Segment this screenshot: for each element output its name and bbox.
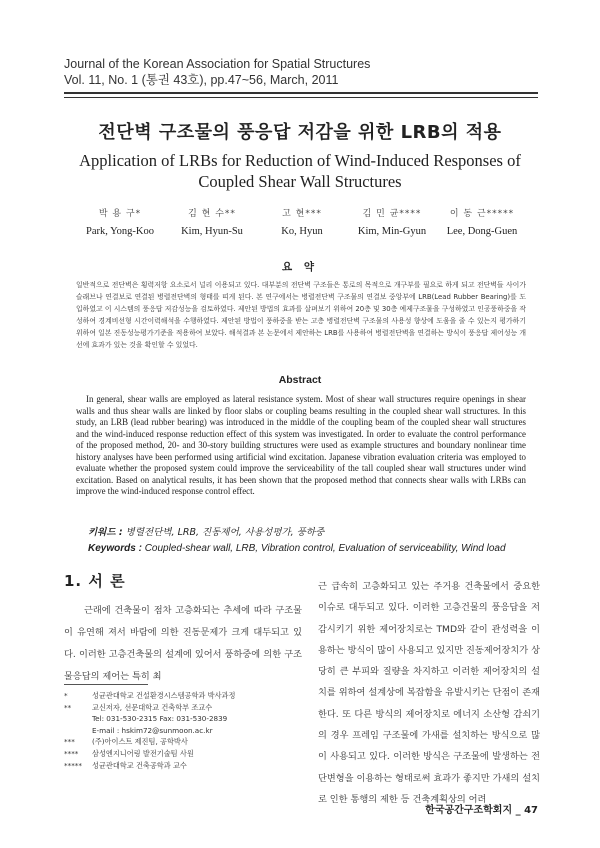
author-name-ko: 박 용 구* <box>98 209 142 219</box>
journal-name: Journal of the Korean Association for Spatial Structures <box>64 57 371 71</box>
footnote-mark: * <box>64 691 68 700</box>
header-rule-top <box>64 92 538 94</box>
title-korean: 전단벽 구조물의 풍응답 저감을 위한 LRB의 적용 <box>98 122 502 143</box>
abstract-ko-heading: 요 약 <box>282 261 318 273</box>
footnote-text: (주)아이스트 제진팀, 공학박사 <box>92 737 188 747</box>
author-name-ko: 이 동 근***** <box>449 209 515 219</box>
footnote-text: 삼성엔지니어링 발전기술팀 사원 <box>92 748 194 758</box>
keywords-ko-text: 병렬전단벽, LRB, 진동제어, 사용성평가, 풍하중 <box>125 527 325 538</box>
author-name-en: Lee, Dong-Guen <box>446 226 518 237</box>
footnote-mark <box>64 725 92 737</box>
author-5 <box>432 206 532 240</box>
footnote-mark: ***** <box>64 760 82 770</box>
footnote-text: Tel: 031-530-2315 Fax: 031-530-2839 <box>92 714 228 724</box>
keywords-english <box>88 543 506 554</box>
keywords-ko-label: 키워드 : <box>88 527 123 538</box>
keywords-korean <box>88 524 324 538</box>
page-footer: 한국공간구조학회지 _ 47 <box>425 805 538 816</box>
footnote-item <box>64 748 304 760</box>
footnotes <box>64 690 304 771</box>
author-name-ko: 김 현 수** <box>188 209 236 219</box>
keywords-en-label: Keywords : <box>88 543 142 554</box>
footnote-text: 교신저자, 선문대학교 건축학부 조교수 <box>92 702 213 712</box>
author-4 <box>342 206 442 240</box>
footnote-text: 성균관대학교 건축공학과 교수 <box>92 760 187 770</box>
footnote-item <box>64 713 304 725</box>
footnote-item <box>64 725 304 737</box>
author-name-ko: 김 민 균**** <box>362 209 422 219</box>
intro-paragraph-left: 근래에 건축물이 점차 고층화되는 추세에 따라 구조물이 유연해 져서 바람에 의한 진동문제가 크게 대두되고 있다. 이러한 고층건축물의 설계에 있어서 풍하중에 의한 구조물응답의 제어는 특히 최 <box>64 605 302 682</box>
header-rule-bottom <box>64 97 538 98</box>
title-english: Application of LRBs for Reduction of Wind-Induced Responses of Coupled Shear Wall Structures <box>79 151 521 191</box>
footnote-rule <box>64 684 148 685</box>
author-3 <box>252 206 352 240</box>
author-name-en: Ko, Hyun <box>281 226 323 237</box>
footnote-item <box>64 690 304 702</box>
journal-volume: Vol. 11, No. 1 (통권 43호), pp.47~56, March, 2011 <box>64 73 339 87</box>
section-heading-introduction: 1. 서 론 <box>64 572 126 590</box>
footnote-item <box>64 760 304 772</box>
footnote-mark: **** <box>64 748 79 758</box>
footnote-mark <box>64 713 92 725</box>
author-name-ko: 고 현*** <box>282 209 322 219</box>
footnote-mark: ** <box>64 702 72 712</box>
intro-paragraph-right: 근 급속히 고층화되고 있는 주거용 건축물에서 중요한 이슈로 대두되고 있다. 이러한 고층건물의 풍응답을 저감시키기 위한 제어장치로는 TMD와 같이 관성력을 이용하는 방식이 많이 사용되고 있지만 진동제어장치가 상당히 큰 부피와 질량을 차지하고 이러한 제어장치의 설치를 위하여 설계상에 복잡함을 유발시키는 단점이 존재한다. 또 다른 방식의 제어장치로 에너지 소산형 감쇠기의 경우 프레임 구조물에 가새를 설치하는 방식으로 많이 사용되고 있다. 이러한 방식은 구조물에 발생하는 전단변형을 이용하는 형태로써 효과가 좋지만 가새의 설치로 인한 통행의 제한 등 건축계획상의 어려 <box>318 581 540 805</box>
author-name-en: Kim, Min-Gyun <box>357 226 427 237</box>
footnote-text: 성균관대학교 건설환경시스템공학과 박사과정 <box>92 691 236 700</box>
journal-header <box>64 56 370 88</box>
author-2 <box>162 206 262 240</box>
footnote-item <box>64 702 304 714</box>
footnote-item <box>64 736 304 748</box>
abstract-en: In general, shear walls are employed as lateral resistance system. Most of shear wall structures require openings in shear walls and thus shear walls are linked by floor slabs or coupling beams resulting in the coupled shear wall structures. In this study, an LRB (lead rubber bearing) was introduced in the middle of the coupling beam of the coupled shear wall structures and the wind-induced response reduction effect of this system was investigated. In order to evaluate the control performance of the proposed method, 20- and 30-story building structures were used as example structures and boundary nonlinear time history analyses have been performed using artificial wind excitation. Japanese vibration evaluation criteria was employed to evaluate whether the proposed system could improve the serviceability of the tall coupled shear wall structures under wind excitation. Based on analytical results, it has been shown that the proposed method that connects shear walls with LRBs can improve the wind-induced response control effect. <box>76 394 526 496</box>
abstract-en-heading: Abstract <box>278 374 322 386</box>
footnote-text: E-mail : hskim72@sunmoon.ac.kr <box>92 725 213 735</box>
keywords-en-text: Coupled-shear wall, LRB, Vibration control, Evaluation of serviceability, Wind load <box>144 543 506 554</box>
abstract-ko: 일반적으로 전단벽은 횡력저항 요소로서 널리 이용되고 있다. 대부분의 전단벽 구조들은 통로의 목적으로 개구부를 필요로 하게 되고 전단벽들 사이가 슬래브나 연결보로 연결된 병렬전단벽의 형태를 띠게 된다. 본 연구에서는 병렬전단벽 구조물의 연결보 중앙부에 LRB(Lead Rubber Bearing)를 도입하였고 이 시스템의 풍응답 저감성능을 검토하였다. 제안된 방법의 효과를 살펴보기 위하여 20층 및 30층 예제구조물을 구성하였고 인공풍하중을 작성하여 경계비선형 시간이력해석을 수행하였다. 제안된 방법이 풍하중을 받는 고층 병렬전단벽 구조물의 사용성 향상에 도움을 줄 수 있는지 평가하기 위하여 일본 진동성능평가기준을 적용하여 보았다. 해석결과 본 논문에서 제안하는 LRB를 사용하여 병렬전단벽을 연결하는 방식이 풍응답 제어성능 개선에 효과가 있는 것을 확인할 수 있었다. <box>76 281 526 349</box>
author-name-en: Park, Yong-Koo <box>86 226 154 237</box>
author-1 <box>70 206 170 240</box>
footnote-mark: *** <box>64 737 75 747</box>
author-name-en: Kim, Hyun-Su <box>181 226 243 237</box>
